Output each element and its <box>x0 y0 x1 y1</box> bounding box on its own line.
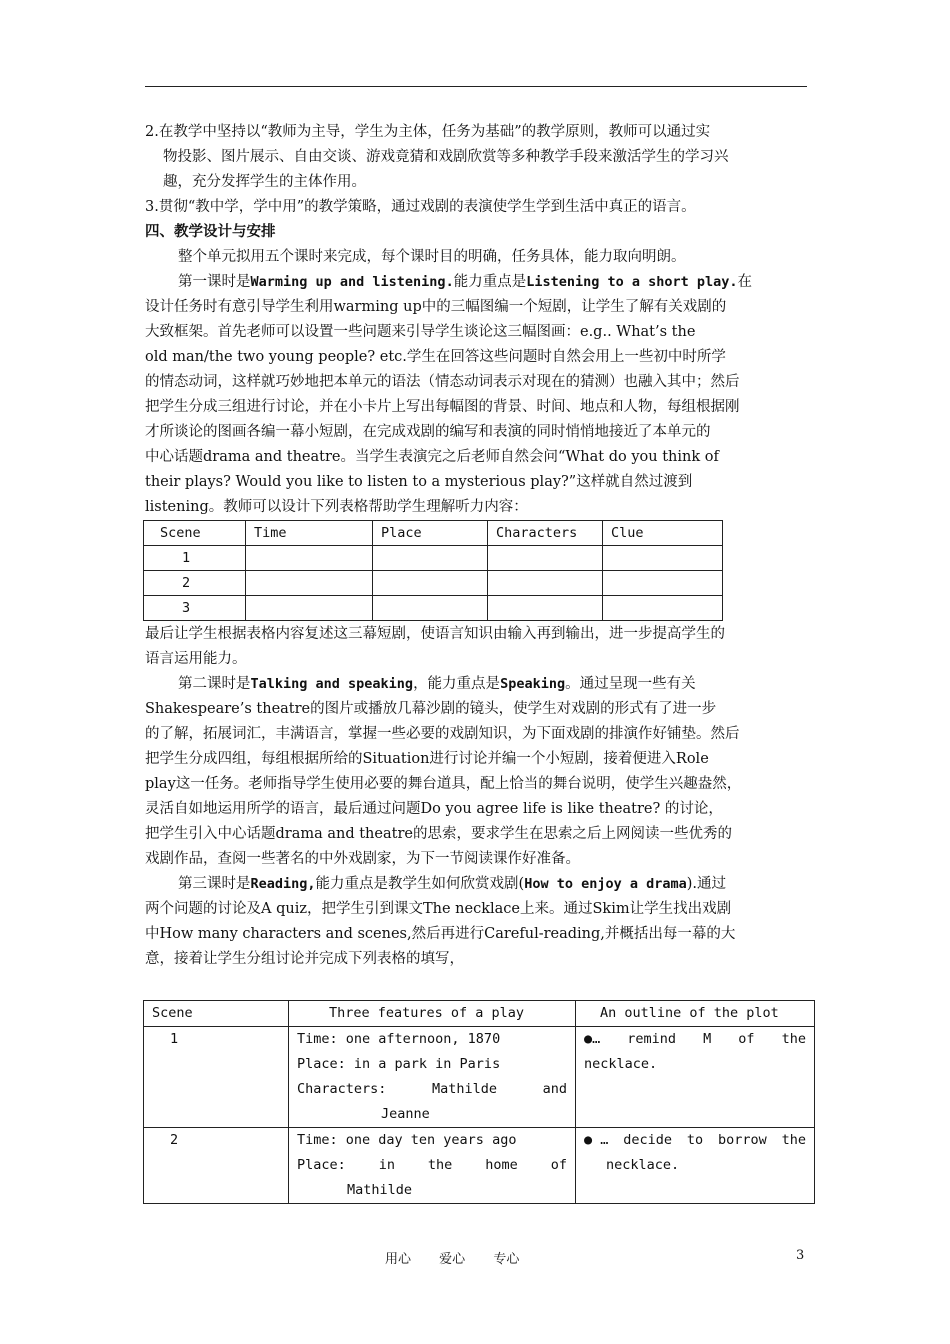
bold-run: How to enjoy a drama <box>524 876 687 892</box>
table-cell <box>488 571 603 596</box>
lesson1-line <box>145 270 815 295</box>
paragraph-line: play这一任务。老师指导学生使用必要的舞台道具，配上恰当的舞台说明，使学生兴趣盎然， <box>145 776 742 792</box>
bold-run: Speaking <box>500 676 566 692</box>
table-cell <box>373 571 488 596</box>
text-run: 第二课时是 <box>178 676 251 692</box>
text-run: M <box>703 1031 712 1047</box>
text-run: 能力重点是 <box>453 274 527 290</box>
text-run: the <box>781 1132 806 1148</box>
table-cell <box>289 1128 576 1204</box>
paragraph-line: 2.在教学中坚持以“教师为主导，学生为主体，任务为基础”的教学原则，教师可以通过实 <box>145 124 711 140</box>
table-cell: 1 <box>144 546 246 571</box>
paragraph-line: 灵活自如地运用所学的语言，最后通过问题Do you agree life is like theatre? 的讨论， <box>145 801 723 817</box>
text-run: the <box>781 1031 806 1047</box>
reading-table <box>143 1000 815 1204</box>
table-row <box>144 1128 815 1204</box>
text-run: Characters: <box>297 1081 387 1097</box>
outline-line <box>584 1128 806 1153</box>
bold-run: Warming up and listening. <box>250 274 454 290</box>
paragraph-line: 趣，充分发挥学生的主体作用。 <box>163 174 366 190</box>
table-cell: 2 <box>144 571 246 596</box>
text-run: the <box>427 1157 453 1173</box>
footer-motto <box>385 1248 543 1267</box>
table-cell <box>246 596 373 621</box>
bold-run: Listening to a short play. <box>526 274 738 290</box>
page-number: 3 <box>796 1248 805 1263</box>
text-run: 能力重点是教学生如何欣赏戏剧( <box>315 876 525 892</box>
table-header-row <box>144 521 723 546</box>
text-run: decide <box>623 1132 673 1148</box>
text-run: of <box>550 1157 567 1173</box>
footer-word: 用心 <box>385 1252 412 1267</box>
text-run: of <box>738 1031 755 1047</box>
table-header-cell: An outline of the plot <box>576 1001 815 1027</box>
table-cell <box>576 1128 815 1204</box>
feature-time: Time: one afternoon, 1870 <box>297 1031 501 1047</box>
lesson3-line <box>145 872 815 897</box>
table-cell <box>576 1027 815 1128</box>
paragraph-line: 意，接着让学生分组讨论并完成下列表格的填写， <box>145 951 464 967</box>
paragraph-line: 才所谈论的图画各编一幕小短剧，在完成戏剧的编写和表演的同时悄悄地接近了本单元的 <box>145 424 711 440</box>
footer-word: 专心 <box>493 1252 520 1267</box>
paragraph-line: 中How many characters and scenes,然后再进行Careful-reading,并概括出每一幕的大 <box>145 926 736 942</box>
table-cell <box>289 1027 576 1128</box>
listening-table <box>143 520 723 621</box>
feature-characters-cont: Jeanne <box>381 1106 430 1122</box>
feature-place-cont: Mathilde <box>347 1182 413 1198</box>
paragraph-line: old man/the two young people? etc.学生在回答这些问题时自然会用上一些初中时所学 <box>145 349 726 365</box>
text-run: 在 <box>737 274 753 290</box>
table-cell: 3 <box>144 596 246 621</box>
table-row <box>144 546 723 571</box>
table-header-cell: Scene <box>144 1001 289 1027</box>
table-cell <box>603 596 723 621</box>
outline-line: necklace. <box>606 1157 680 1173</box>
table-cell <box>246 546 373 571</box>
bold-run: Reading, <box>250 876 316 892</box>
document-body <box>145 120 815 1204</box>
table-row <box>144 571 723 596</box>
feature-place: Place: in a park in Paris <box>297 1056 501 1072</box>
text-run: 。通过呈现一些有关 <box>565 676 696 692</box>
paragraph-line: 设计任务时有意引导学生利用warming up中的三幅图编一个短剧，让学生了解有关戏剧的 <box>145 299 727 315</box>
text-run: 第一课时是 <box>178 274 251 290</box>
table-cell <box>603 571 723 596</box>
feature-place <box>297 1153 567 1178</box>
table-row <box>144 1027 815 1128</box>
outline-line <box>584 1027 806 1052</box>
feature-time: Time: one day ten years ago <box>297 1132 517 1148</box>
text-run: borrow <box>717 1132 767 1148</box>
paragraph-line: 把学生分成三组进行讨论，并在小卡片上写出每幅图的背景、时间、地点和人物，每组根据刚 <box>145 399 740 415</box>
paragraph-line: 3.贯彻“教中学，学中用”的教学策略，通过戏剧的表演使学生学到生活中真正的语言。 <box>145 199 696 215</box>
table-cell <box>488 546 603 571</box>
table-cell <box>373 546 488 571</box>
table-cell <box>246 571 373 596</box>
text-run: Place: <box>297 1157 346 1173</box>
paragraph-line: 把学生分成四组，每组根据所给的Situation进行讨论并编一个小短剧，接着便进入Role <box>145 751 709 767</box>
outline-line: necklace. <box>584 1056 658 1072</box>
paragraph-line: 中心话题drama and theatre。当学生表演完之后老师自然会问“What do you think of <box>145 449 719 465</box>
header-rule <box>145 86 807 87</box>
text-run: remind <box>627 1031 677 1047</box>
table-cell <box>603 546 723 571</box>
paragraph-line: 的情态动词，这样就巧妙地把本单元的语法（情态动词表示对现在的猜测）也融入其中；然后 <box>145 374 740 390</box>
text-run: ，能力重点是 <box>413 676 501 692</box>
paragraph-line: listening。教师可以设计下列表格帮助学生理解听力内容： <box>145 499 528 515</box>
paragraph-line: 语言运用能力。 <box>145 651 247 667</box>
paragraph-line: 大致框架。首先老师可以设置一些问题来引导学生谈论这三幅图画：e.g.. What’s the <box>145 324 696 340</box>
feature-characters <box>297 1077 567 1102</box>
paragraph-line: 的了解，拓展词汇，丰满语言，掌握一些必要的戏剧知识，为下面戏剧的排演作好铺垫。然后 <box>145 726 740 742</box>
paragraph-line: 戏剧作品，查阅一些著名的中外戏剧家，为下一节阅读课作好准备。 <box>145 851 580 867</box>
section-heading: 四、教学设计与安排 <box>145 224 276 240</box>
text-run: ●… <box>584 1031 601 1047</box>
paragraph-line: 最后让学生根据表格内容复述这三幕短剧，使语言知识由输入再到输出，进一步提高学生的 <box>145 626 725 642</box>
text-run: in <box>378 1157 395 1173</box>
text-run: to <box>686 1132 704 1148</box>
table-header-cell: Scene <box>144 521 246 546</box>
table-cell <box>488 596 603 621</box>
table-cell <box>373 596 488 621</box>
paragraph-line: their plays? Would you like to listen to a mysterious play?”这样就自然过渡到 <box>145 474 693 490</box>
text-run: ).通过 <box>686 876 727 892</box>
paragraph-line: 整个单元拟用五个课时来完成，每个课时目的明确，任务具体，能力取向明朗。 <box>178 249 686 265</box>
text-run: and <box>542 1081 567 1097</box>
paragraph-line: Shakespeare’s theatre的图片或播放几幕沙剧的镜头，使学生对戏剧的形式有了进一步 <box>145 701 717 717</box>
table-header-row <box>144 1001 815 1027</box>
paragraph-line: 物投影、图片展示、自由交谈、游戏竟猜和戏剧欣赏等多种教学手段来激活学生的学习兴 <box>163 149 729 165</box>
paragraph-line: 把学生引入中心话题drama and theatre的思索，要求学生在思索之后上网阅读一些优秀的 <box>145 826 732 842</box>
table-header-cell: Three features of a play <box>289 1001 576 1027</box>
text-run: 第三课时是 <box>178 876 251 892</box>
table-header-cell: Time <box>246 521 373 546</box>
table-header-cell: Place <box>373 521 488 546</box>
paragraph-line: 两个问题的讨论及A quiz，把学生引到课文The necklace上来。通过Skim让学生找出戏剧 <box>145 901 732 917</box>
text-run: home <box>485 1157 518 1173</box>
bold-run: Talking and speaking <box>250 676 414 692</box>
text-run: Mathilde <box>431 1081 498 1097</box>
lesson2-line <box>145 672 815 697</box>
table-cell: 1 <box>144 1027 289 1128</box>
footer-word: 爱心 <box>439 1252 466 1267</box>
text-run: ● … <box>584 1132 609 1148</box>
table-row <box>144 596 723 621</box>
table-cell: 2 <box>144 1128 289 1204</box>
table-header-cell: Characters <box>488 521 603 546</box>
table-header-cell: Clue <box>603 521 723 546</box>
